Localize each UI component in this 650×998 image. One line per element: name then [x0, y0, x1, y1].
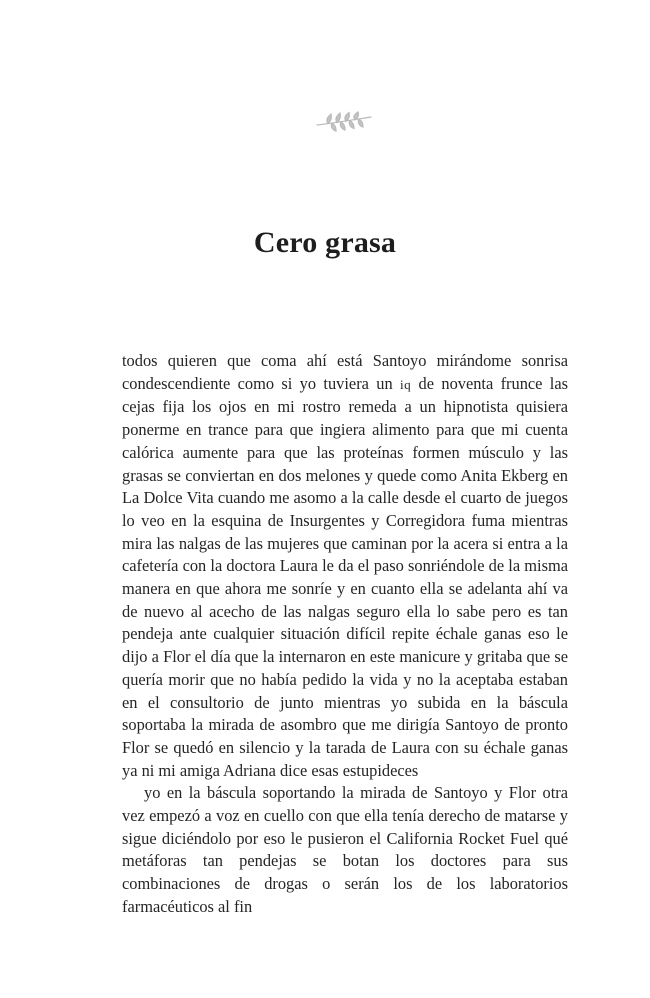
leaf-branch-ornament-icon [314, 111, 374, 133]
chapter-body [122, 350, 568, 919]
paragraph-text: de noventa frunce las cejas fija los ojos en mi rostro remeda a un hipnotista quisiera ponerme en trance para que ingiera alimento para que mi cuenta calórica aumente para que las proteínas formen músculo y las grasas se conviertan en dos melones y quede como Anita Ekberg en La Dolce Vita cuando me asomo a la calle desde el cuarto de juegos lo veo en la esquina de Insurgentes y Corregidora fuma mientras mira las nalgas de las mujeres que caminan por la acera si entra a la cafetería con la doctora Laura le da el paso sonriéndole de la misma manera en que ahora me sonríe y en cuanto ella se adelanta ahí va de nuevo al acecho de las nalgas seguro ella lo sabe pero es tan pendeja ante cualquier situación difícil repite échale ganas eso le dijo a Flor el día que la internaron en este manicure y gritaba que se quería morir que no había pedido la vida y no la aceptaba estaban en el consultorio de junto mientras yo subida en la báscula soportaba la mirada de asombro que me dirigía Santoyo de pronto Flor se quedó en silencio y la tarada de Laura con su échale ganas ya ni mi amiga Adriana dice esas estupideces [122, 373, 569, 780]
chapter-title: Cero grasa [253, 226, 397, 259]
paragraph: yo en la báscula soportando la mirada de Santoyo y Flor otra vez empezó a voz en cuello con que ella tenía derecho de matarse y sigue diciéndolo por eso le pusieron el California Rocket Fuel qué metáforas tan pendejas se botan los doctores para sus combinaciones de drogas o serán los de los laboratorios farmacéuticos al fin [122, 783, 568, 916]
iq-small-caps: iq [400, 376, 412, 392]
paragraph-text: todos quieren que coma ahí está Santoyo mirándome sonrisa condescendiente como si yo tuviera un [122, 351, 568, 393]
paragraph [122, 350, 568, 782]
